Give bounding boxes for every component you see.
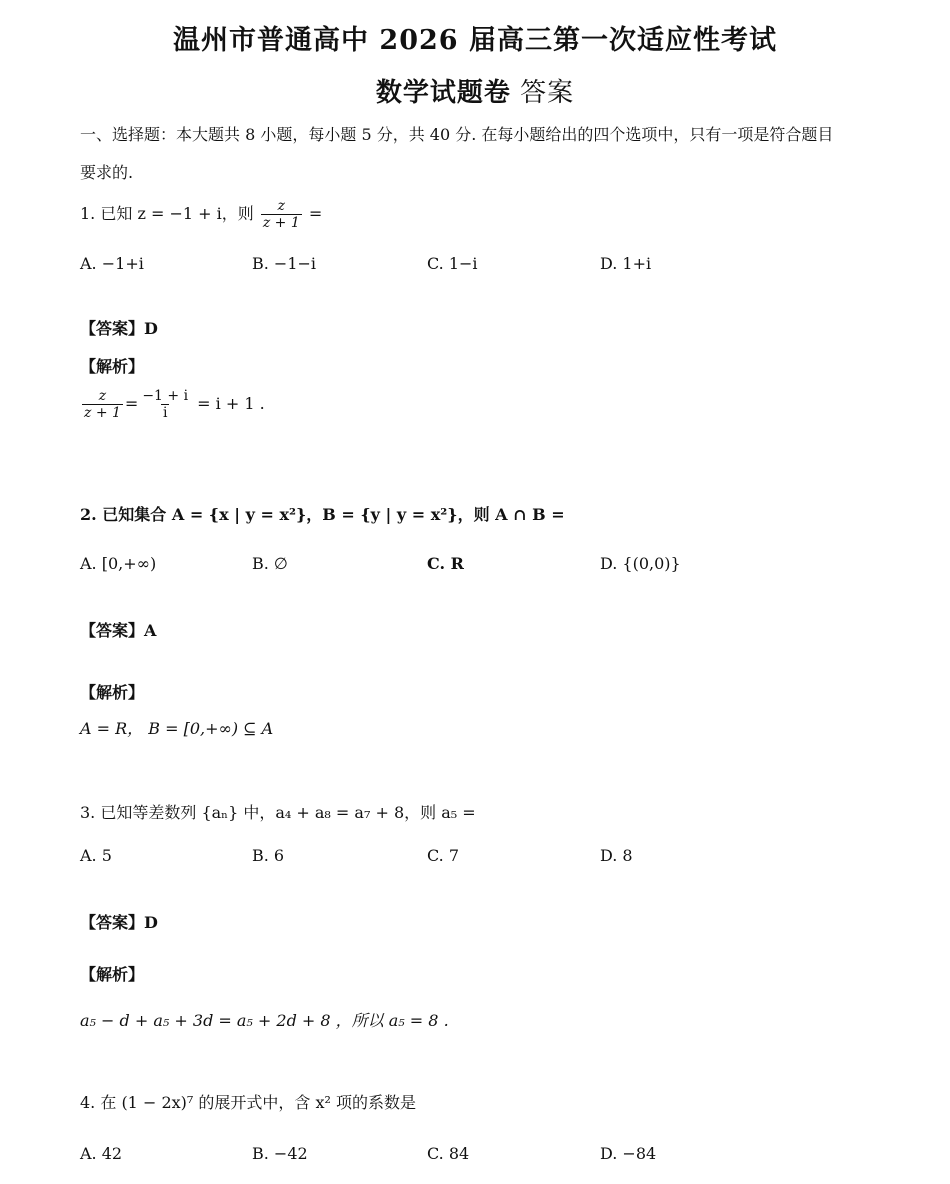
q3-option-d: D. 8 [600,846,633,865]
q3-option-a: A. 5 [80,846,112,865]
q1-frac-num: z [277,198,285,214]
q1-option-a: A. −1+i [80,254,144,273]
subtitle-plain: 答案 [510,78,575,108]
subtitle-bold: 数学试题卷 [375,78,511,108]
q1-analysis-tail: = i + 1 . [197,394,265,413]
q2-option-a: A. [0,+∞) [80,554,157,573]
q1-stem-prefix: 1. 已知 z = −1 + i，则 [80,204,254,223]
q4-option-c: C. 84 [427,1144,470,1163]
q2-option-c: C. R [427,554,464,573]
q1-analysis-frac1-den: z + 1 [84,405,121,421]
q3-option-b: B. 6 [252,846,285,865]
q1-analysis-label: 【解析】 [80,357,145,376]
q2-option-b: B. ∅ [252,554,288,573]
q1-stem-suffix: = [308,204,323,223]
q2-analysis-label: 【解析】 [80,683,145,702]
q1-analysis-frac2-den: i [162,405,168,421]
section-intro-line2: 要求的. [80,163,134,182]
q1-analysis-frac2-num: −1 + i [142,388,189,404]
q1-analysis-frac1-num: z [98,388,107,404]
q2-answer: 【答案】A [80,621,157,640]
q4-option-b: B. −42 [252,1144,308,1163]
q3-analysis: a₅ − d + a₅ + 3d = a₅ + 2d + 8 ，所以 a₅ = 8 . [80,1011,449,1030]
page-title: 温州市普通高中 2026 届高三第一次适应性考试 [173,25,777,56]
q3-answer: 【答案】D [80,913,158,932]
q1-answer: 【答案】D [80,319,158,338]
q3-analysis-label: 【解析】 [80,965,145,984]
q1-stem-fraction [261,198,302,231]
section-intro-line1: 一、选择题：本大题共 8 小题，每小题 5 分，共 40 分. 在每小题给出的四个选项中，只有一项是符合题目 [80,125,834,144]
q4-stem: 4. 在 (1 − 2x)⁷ 的展开式中，含 x² 项的系数是 [80,1093,416,1112]
page-subtitle [0,72,950,109]
q1-analysis-frac2 [140,388,190,421]
q1-analysis-frac1 [82,388,123,421]
q4-option-d: D. −84 [600,1144,657,1163]
q1-analysis: $\frac{z}{z + 1}$ = $\frac{-1 + i}{i}$ = i + 1 . [84,388,265,421]
q2-stem: 2. 已知集合 A = {x | y = x²}，B = {y | y = x²}，则 A ∩ B = [80,505,565,524]
q1-frac-den: z + 1 [262,215,300,231]
q2-option-d: D. {(0,0)} [600,554,681,573]
q1-stem [80,198,322,231]
q3-option-c: C. 7 [427,846,460,865]
q2-analysis: A = R， B = [0,+∞) ⊆ A [80,719,274,738]
q1-option-c: C. 1−i [427,254,478,273]
q1-option-d: D. 1+i [600,254,652,273]
q1-option-b: B. −1−i [252,254,317,273]
q4-option-a: A. 42 [80,1144,123,1163]
q3-stem: 3. 已知等差数列 {aₙ} 中，a₄ + a₈ = a₇ + 8，则 a₅ = [80,803,476,822]
